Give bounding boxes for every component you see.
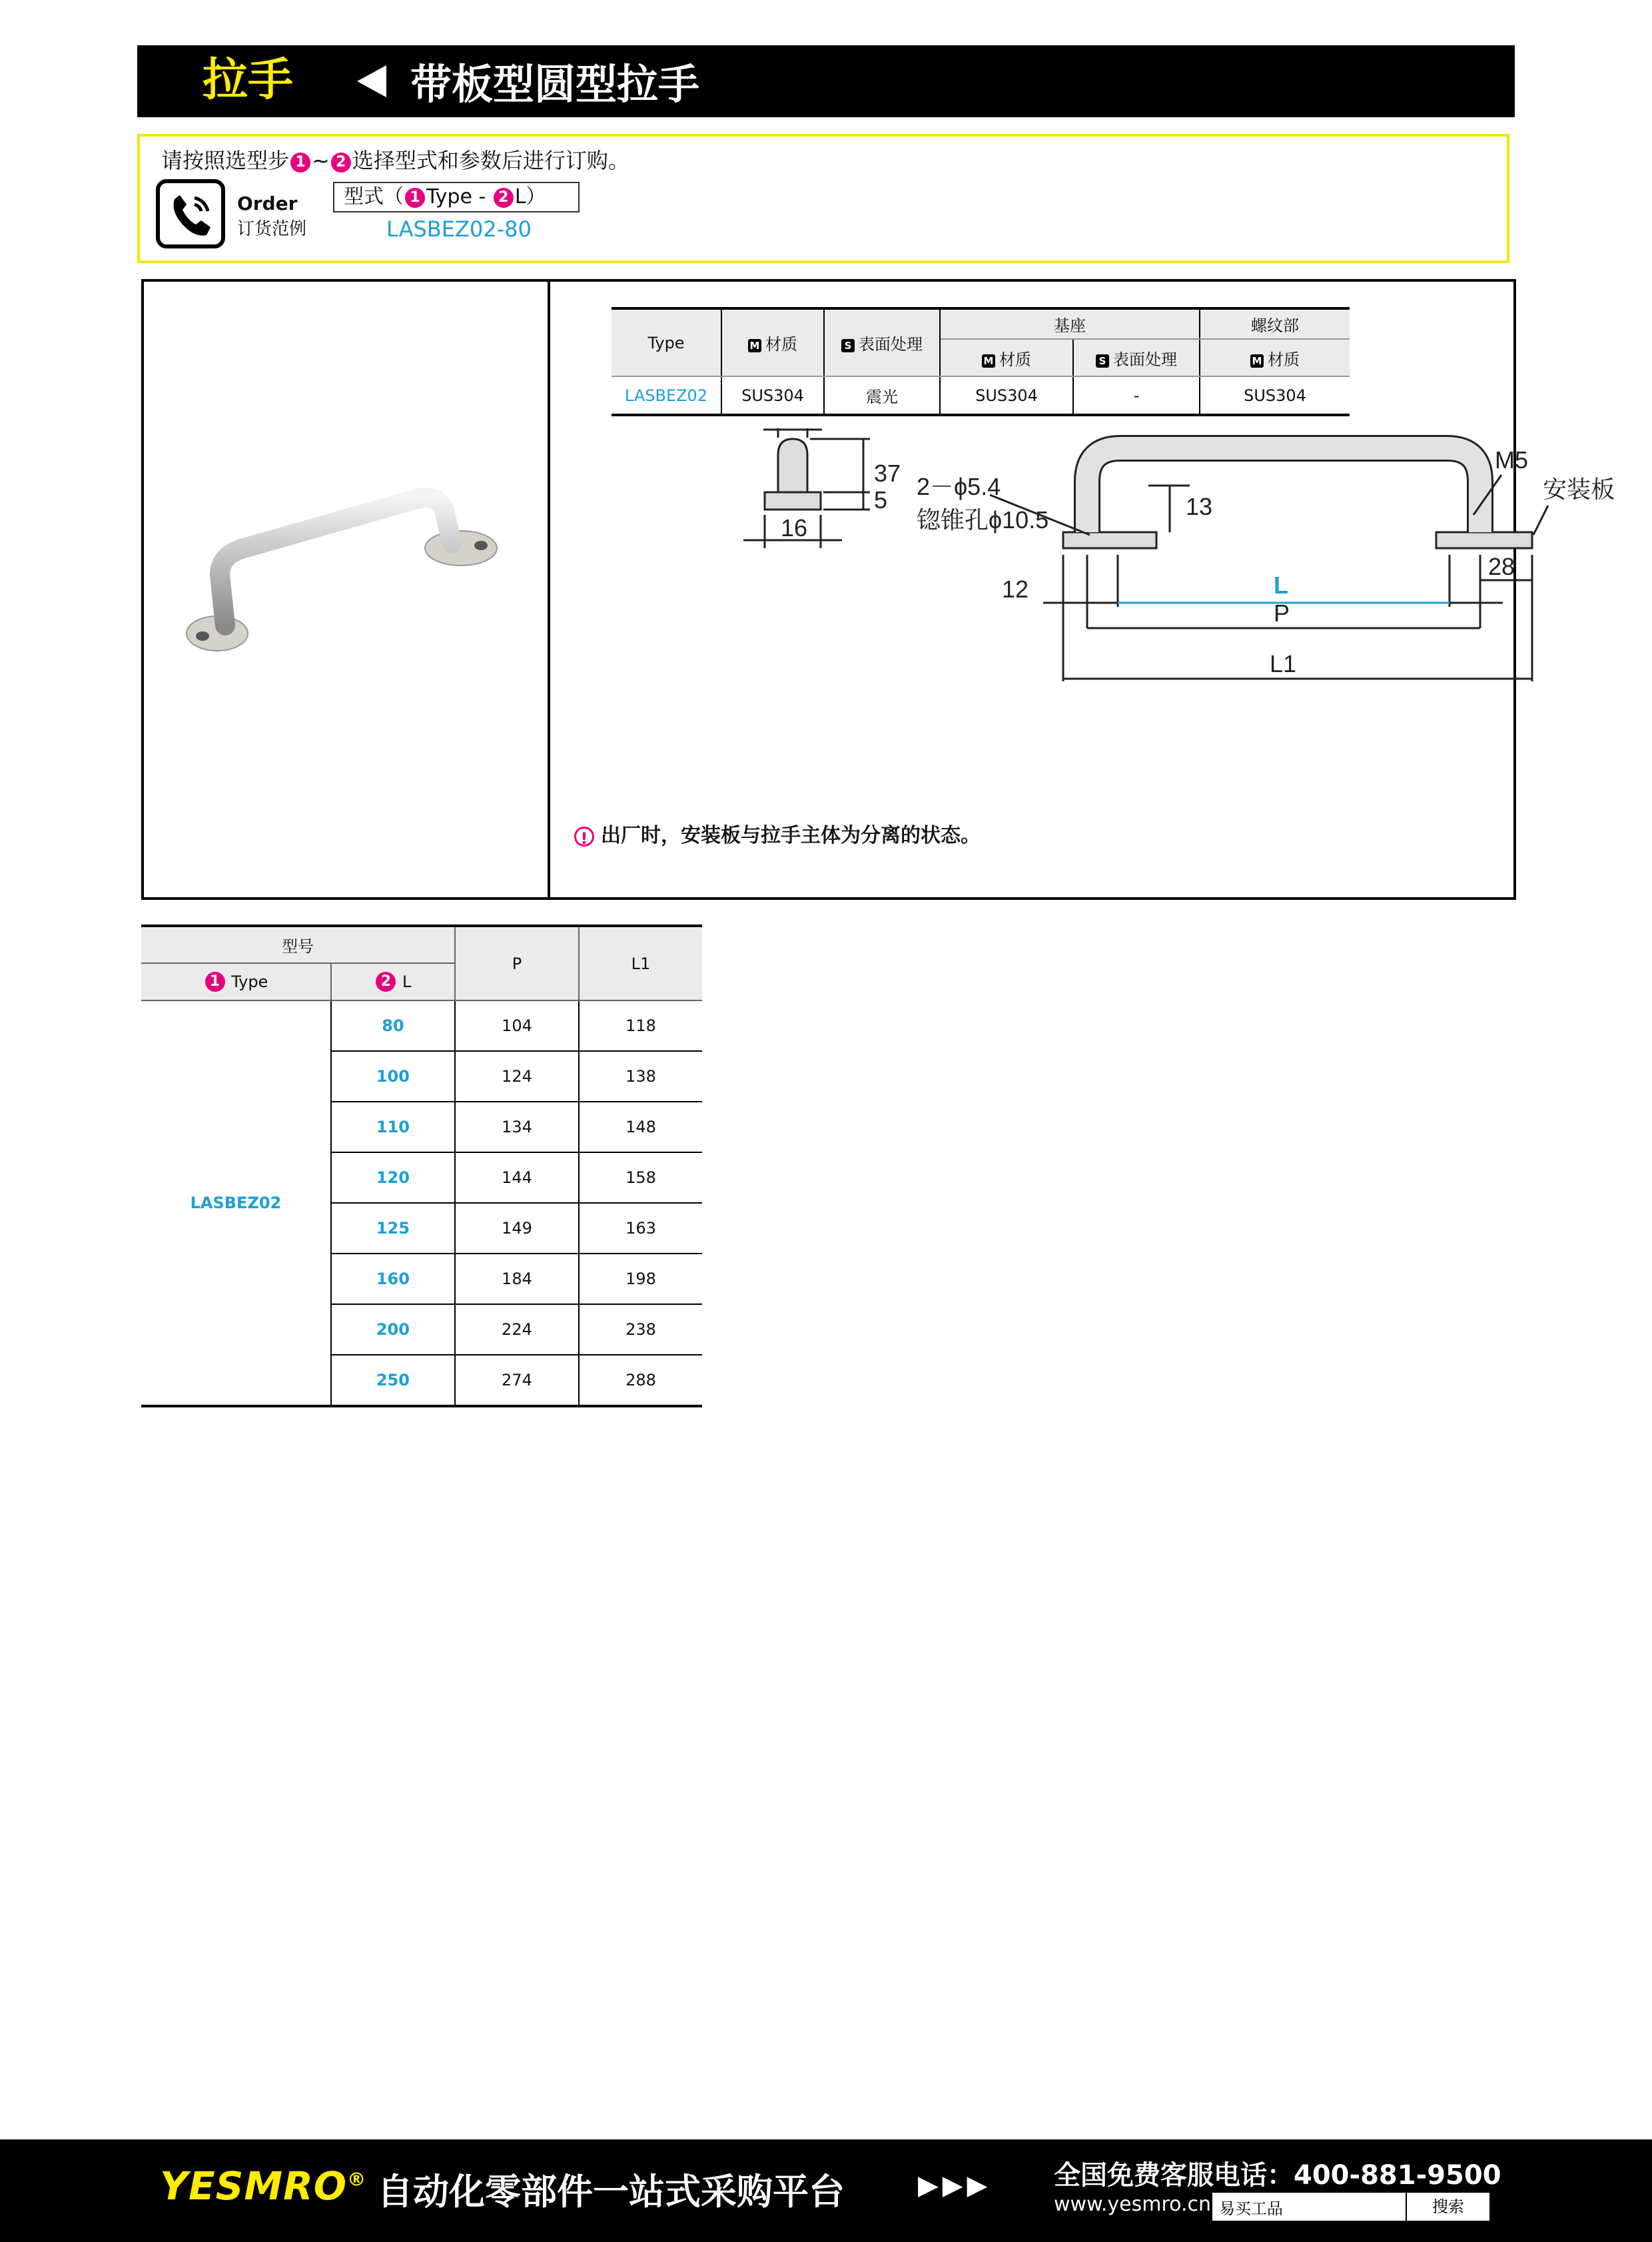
dim-37: 37 [874,460,901,487]
size-L: 200 [331,1304,455,1355]
order-label-en: Order [237,192,298,214]
step-2-badge: 2 [494,188,514,208]
size-L1: 158 [579,1152,702,1203]
product-photo [164,462,524,661]
dim-L: L [1274,571,1288,599]
size-P: 144 [455,1152,579,1203]
material-mark-icon: M [1250,354,1264,368]
step-2-badge: 2 [376,972,396,992]
size-P: 124 [455,1051,579,1102]
dim-m5: M5 [1495,446,1529,474]
brand-logo[interactable] [160,2163,366,2209]
size-P: 104 [455,1000,579,1051]
size-col-P: P [455,926,579,1000]
order-example: LASBEZ02-80 [386,216,532,242]
step-1-badge: 1 [405,188,425,208]
size-L: 250 [331,1355,455,1406]
spec-thread-material [1200,339,1350,376]
search-box[interactable] [1212,2193,1489,2221]
size-L: 110 [331,1102,455,1152]
spec-base-surface [1073,339,1200,376]
size-table [141,925,702,1407]
dim-L1: L1 [1270,650,1297,677]
step-2-badge: 2 [331,153,351,173]
shipping-note [574,819,981,848]
footer-slogan: 自动化零部件一站式采购平台 [377,2171,845,2213]
tilde: ~ [312,148,330,173]
registered-mark: ® [347,2168,367,2191]
category-title: 拉手 [203,54,294,107]
size-P: 184 [455,1254,579,1304]
size-P: 274 [455,1355,579,1406]
order-format [333,182,580,212]
order-box [137,134,1509,263]
dim-5: 5 [874,486,888,514]
footer-bar [0,2139,1652,2242]
logo-text: YESMRO [160,2163,348,2209]
dim-28: 28 [1488,553,1515,580]
spec-material-value: SUS304 [721,376,824,415]
site-url[interactable]: www.yesmro.cn [1054,2193,1212,2216]
page-title: 带板型圆型拉手 [410,60,700,109]
surface-label: 表面处理 [859,335,923,354]
spec-group-thread: 螺纹部 [1200,308,1350,339]
instruction-text-2: 选择型式和参数后进行订购。 [352,148,629,173]
size-L1: 148 [579,1102,702,1152]
L-label: L [402,972,412,991]
table-row [612,376,1350,415]
table-row [141,1000,702,1051]
spec-base-material [940,339,1073,376]
size-L1: 118 [579,1000,702,1051]
spec-base-material-value: SUS304 [940,376,1073,415]
size-group: 型号 [141,926,455,963]
type-label: Type [231,972,268,991]
surface-label: 表面处理 [1113,350,1177,369]
spec-base-surface-value: - [1073,376,1200,415]
spec-col-surface [824,308,940,376]
phone-icon [156,179,225,248]
spec-table [612,307,1350,416]
note-text: 出厂时，安装板与拉手主体为分离的状态。 [601,824,981,847]
dim-12: 12 [1002,575,1029,603]
spec-col-material [721,308,824,376]
material-mark-icon: M [982,354,995,368]
size-L: 120 [331,1152,455,1203]
size-L1: 198 [579,1254,702,1304]
product-frame [141,279,1615,900]
hotline: 全国免费客服电话：400-881-9500 [1054,2160,1501,2191]
left-arrow-icon [357,65,386,97]
dim-13: 13 [1186,493,1213,520]
material-label: 材质 [999,350,1031,369]
header-bar [137,45,1515,117]
size-P: 224 [455,1304,579,1355]
label-mount: 安装板 [1543,476,1615,503]
size-col-type [141,963,331,1000]
format-L: L） [514,185,546,208]
technical-drawing [584,428,1623,801]
size-L: 160 [331,1254,455,1304]
dim-16: 16 [781,514,808,542]
format-text: 型式（ [344,185,404,208]
size-col-L [331,963,455,1000]
size-L: 80 [331,1000,455,1051]
spec-type-value: LASBEZ02 [612,376,721,415]
order-label-cn: 订货范例 [237,219,307,239]
size-L: 100 [331,1051,455,1102]
size-P: 134 [455,1102,579,1152]
size-col-L1: L1 [579,926,702,1000]
dim-countersink: 锪锥孔ϕ10.5 [917,506,1049,534]
size-L: 125 [331,1203,455,1254]
spec-surface-value: 震光 [824,376,940,415]
search-input[interactable]: 易买工品 [1219,2199,1283,2218]
warning-icon: ! [574,827,594,847]
spec-col-type: Type [612,308,721,376]
material-label: 材质 [765,335,797,354]
dim-holes: 2－ϕ5.4 [917,473,1001,500]
size-L1: 238 [579,1304,702,1355]
dim-P: P [1274,599,1290,627]
order-instruction [161,146,629,175]
size-L1: 288 [579,1355,702,1406]
format-type: Type - [426,185,486,208]
search-button[interactable]: 搜索 [1406,2193,1489,2221]
step-1-badge: 1 [290,153,310,173]
step-1-badge: 1 [205,972,225,992]
instruction-text: 请按照选型步 [161,148,290,173]
size-P: 149 [455,1203,579,1254]
material-mark-icon: M [748,339,761,352]
material-label: 材质 [1268,350,1300,369]
spec-group-base: 基座 [940,308,1200,339]
frame-divider [548,282,550,897]
size-L1: 138 [579,1051,702,1102]
arrows-icon: ▶▶▶ [918,2170,992,2201]
size-L1: 163 [579,1203,702,1254]
size-type-value: LASBEZ02 [141,1000,331,1406]
spec-thread-material-value: SUS304 [1200,376,1350,415]
surface-mark-icon: S [841,339,855,352]
surface-mark-icon: S [1096,354,1109,368]
